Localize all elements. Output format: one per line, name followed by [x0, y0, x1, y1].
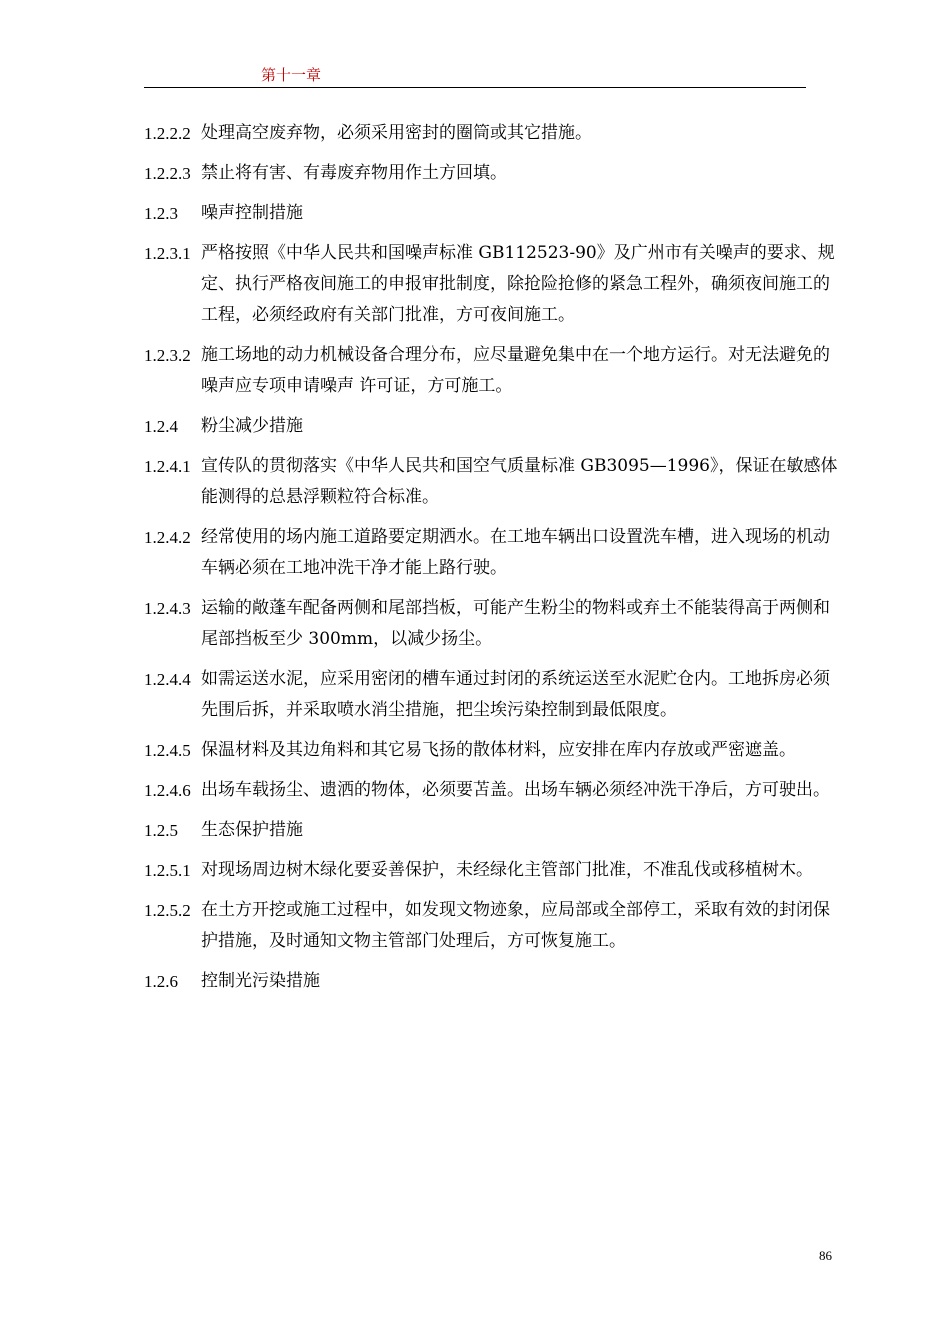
section-number: 1.2.2.2	[144, 124, 191, 143]
paragraph-text: 禁止将有害、有毒废弃物用作土方回填。	[201, 163, 507, 183]
paragraph-text: 运输的敞蓬车配备两侧和尾部挡板，可能产生粉尘的物料或弃土不能装得高于两侧和尾部挡板至少 300mm，以减少扬尘。	[201, 598, 830, 649]
section-number: 1.2.4.4	[144, 670, 191, 689]
header-divider	[144, 87, 806, 88]
section-number: 1.2.3	[144, 204, 178, 223]
section-title: 生态保护措施	[201, 820, 303, 840]
section-number: 1.2.5.1	[144, 861, 191, 880]
paragraph-1-2-4-5	[144, 735, 844, 766]
paragraph-1-2-3-1	[144, 238, 844, 331]
chapter-header: 第十一章	[261, 66, 322, 84]
paragraph-text: 如需运送水泥，应采用密闭的槽车通过封闭的系统运送至水泥贮仓内。工地拆房必须先围后拆，并采取喷水消尘措施，把尘埃污染控制到最低限度。	[201, 669, 830, 720]
section-number: 1.2.3.2	[144, 346, 191, 365]
section-title: 控制光污染措施	[201, 971, 320, 991]
paragraph-text: 对现场周边树木绿化要妥善保护，未经绿化主管部门批准，不准乱伐或移植树木。	[201, 860, 813, 880]
section-number: 1.2.6	[144, 972, 178, 991]
document-body	[144, 118, 844, 1006]
paragraph-text: 保温材料及其边角料和其它易飞扬的散体材料，应安排在库内存放或严密遮盖。	[201, 740, 796, 760]
paragraph-text: 出场车载扬尘、遗洒的物体，必须要苫盖。出场车辆必须经冲洗干净后，方可驶出。	[201, 780, 830, 800]
section-number: 1.2.4.1	[144, 457, 191, 476]
section-number: 1.2.2.3	[144, 164, 191, 183]
paragraph-text: 处理高空废弃物，必须采用密封的圈筒或其它措施。	[201, 123, 592, 143]
paragraph-1-2-4-2	[144, 522, 844, 584]
section-number: 1.2.4.2	[144, 528, 191, 547]
section-number: 1.2.5.2	[144, 901, 191, 920]
section-number: 1.2.4.6	[144, 781, 191, 800]
paragraph-1-2-4-6	[144, 775, 844, 806]
paragraph-text: 在土方开挖或施工过程中，如发现文物迹象，应局部或全部停工，采取有效的封闭保护措施，及时通知文物主管部门处理后，方可恢复施工。	[201, 900, 830, 951]
section-heading-1-2-5	[144, 815, 844, 846]
section-title: 噪声控制措施	[201, 203, 303, 223]
section-number: 1.2.5	[144, 821, 178, 840]
paragraph-1-2-2-2	[144, 118, 844, 149]
section-heading-1-2-3	[144, 198, 844, 229]
paragraph-text: 严格按照《中华人民共和国噪声标准 GB112523-90》及广州市有关噪声的要求、规定、执行严格夜间施工的申报审批制度，除抢险抢修的紧急工程外，确须夜间施工的工程，必须经政府有关部门批准，方可夜间施工。	[201, 243, 835, 325]
section-number: 1.2.4	[144, 417, 178, 436]
paragraph-text: 经常使用的场内施工道路要定期洒水。在工地车辆出口设置洗车槽，进入现场的机动车辆必须在工地冲洗干净才能上路行驶。	[201, 527, 830, 578]
paragraph-text: 宣传队的贯彻落实《中华人民共和国空气质量标准 GB3095—1996》，保证在敏感体能测得的总悬浮颗粒符合标准。	[201, 456, 838, 507]
paragraph-1-2-3-2	[144, 340, 844, 402]
paragraph-1-2-4-4	[144, 664, 844, 726]
paragraph-1-2-4-1	[144, 451, 844, 513]
page-number: 86	[819, 1248, 832, 1263]
paragraph-1-2-5-1	[144, 855, 844, 886]
section-heading-1-2-4	[144, 411, 844, 442]
paragraph-text: 施工场地的动力机械设备合理分布，应尽量避免集中在一个地方运行。对无法避免的噪声应专项申请噪声 许可证，方可施工。	[201, 345, 830, 396]
paragraph-1-2-4-3	[144, 593, 844, 655]
section-heading-1-2-6	[144, 966, 844, 997]
section-number: 1.2.4.5	[144, 741, 191, 760]
paragraph-1-2-2-3	[144, 158, 844, 189]
paragraph-1-2-5-2	[144, 895, 844, 957]
section-number: 1.2.4.3	[144, 599, 191, 618]
section-number: 1.2.3.1	[144, 244, 191, 263]
section-title: 粉尘减少措施	[201, 416, 303, 436]
